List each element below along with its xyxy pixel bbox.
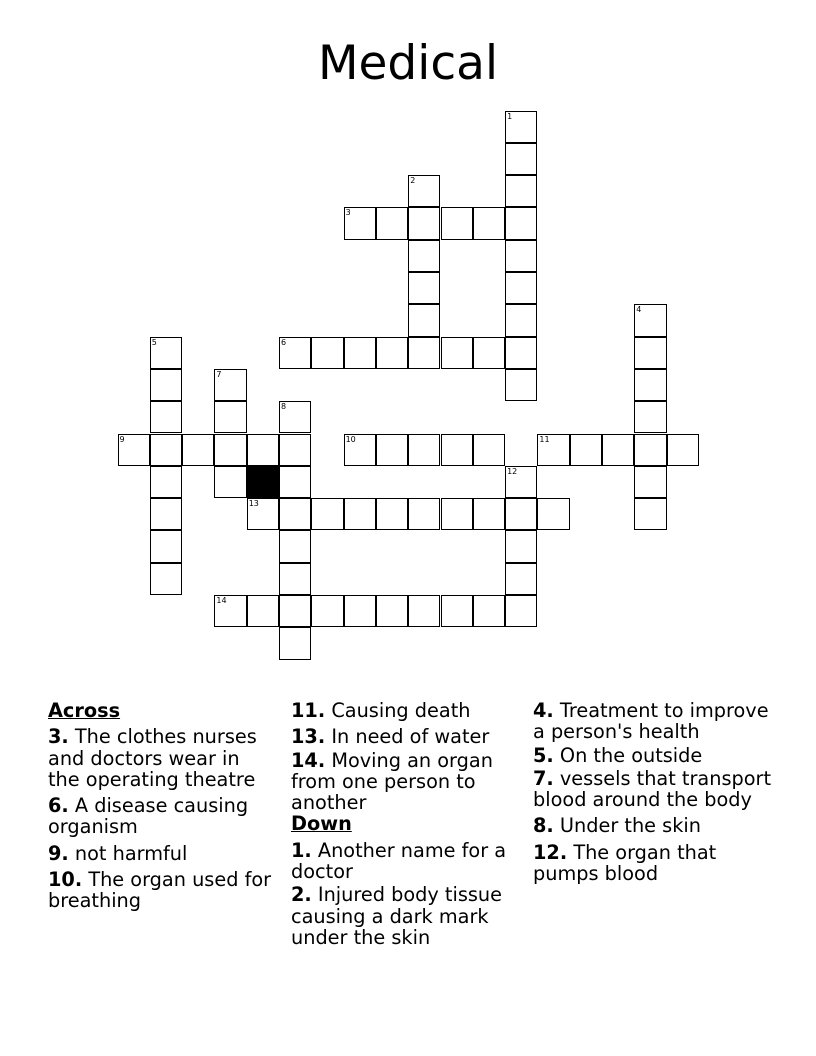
clue-down-4: 4. Treatment to improve a person's health [533,699,769,744]
grid-cell[interactable] [279,627,311,659]
clue-number: 12 [507,466,518,476]
clue-number: 9 [119,434,125,444]
grid-cell[interactable] [408,337,440,369]
grid-cell[interactable] [376,337,408,369]
grid-cell[interactable] [505,111,537,143]
grid-cell[interactable] [408,175,440,207]
clue-column-2 [291,700,513,948]
clue-across-9: 9. not harmful [48,841,188,865]
grid-cell[interactable] [279,595,311,627]
grid-cell[interactable] [344,595,376,627]
grid-cell[interactable] [408,434,440,466]
grid-cell[interactable] [182,434,214,466]
grid-cell[interactable] [441,337,473,369]
grid-cell[interactable] [118,434,150,466]
grid-cell[interactable] [634,466,666,498]
grid-cell[interactable] [376,498,408,530]
clue-across-14: 14. Moving an organ from one person to another [291,748,493,815]
grid-cell[interactable] [634,337,666,369]
clue-down-7: 7. vessels that transport blood around the body [533,766,772,812]
grid-cell[interactable] [150,498,182,530]
grid-cell[interactable] [634,498,666,530]
grid-cell[interactable] [279,466,311,498]
clue-number: 1 [507,111,513,121]
grid-cell[interactable] [150,337,182,369]
grid-cell[interactable] [505,595,537,627]
clue-down-12: 12. The organ that pumps blood [533,840,717,886]
clue-across-13: 13. In need of water [291,725,490,749]
grid-cell[interactable] [408,272,440,304]
grid-cell[interactable] [311,498,343,530]
grid-cell[interactable] [311,595,343,627]
grid-cell[interactable] [634,434,666,466]
grid-cell[interactable] [441,595,473,627]
grid-cell[interactable] [279,434,311,466]
grid-cell[interactable] [150,466,182,498]
grid-cell[interactable] [150,530,182,562]
grid-cell[interactable] [376,207,408,239]
grid-cell[interactable] [279,401,311,433]
clue-column-1 [48,700,273,912]
clue-number: 14 [216,596,227,605]
grid-cell[interactable] [376,595,408,627]
grid-cell[interactable] [505,337,537,369]
grid-cell[interactable] [667,434,699,466]
grid-cell[interactable] [150,401,182,433]
grid-cell[interactable] [279,337,311,369]
grid-cell[interactable] [537,498,569,530]
grid-cell[interactable] [473,207,505,239]
grid-cell[interactable] [408,595,440,627]
clue-number: 5 [151,337,157,347]
grid-cell[interactable] [441,498,473,530]
grid-cell[interactable] [376,434,408,466]
grid-cell[interactable] [505,466,537,498]
puzzle-title: Medical [317,36,499,91]
grid-cell[interactable] [247,595,279,627]
clue-list [0,700,816,1000]
clue-number: 13 [248,499,259,509]
grid-cell[interactable] [505,240,537,272]
grid-cell[interactable] [279,563,311,595]
grid-cell[interactable] [344,337,376,369]
grid-cell[interactable] [634,304,666,336]
grid-cell[interactable] [344,207,376,239]
down-header: Down [291,812,352,836]
clue-across-10: 10. The organ used for breathing [48,868,272,913]
grid-cell[interactable] [570,434,602,466]
clue-across-3: 3. The clothes nurses and doctors wear in the operating theatre [48,725,257,791]
grid-cell[interactable] [214,401,246,433]
grid-cell[interactable] [505,498,537,530]
clue-across-6: 6. A disease causing organism [48,794,249,839]
clue-number: 11 [539,434,550,444]
grid-cell[interactable] [473,434,505,466]
grid-cell[interactable] [279,498,311,530]
grid-cell[interactable] [214,466,246,498]
grid-cell[interactable] [634,369,666,401]
grid-cell[interactable] [214,434,246,466]
grid-cell[interactable] [311,337,343,369]
grid-cell[interactable] [473,498,505,530]
grid-cell[interactable] [505,272,537,304]
grid-cell[interactable] [150,369,182,401]
grid-cell[interactable] [247,434,279,466]
clue-down-8: 8. Under the skin [533,814,701,838]
grid-cell[interactable] [505,207,537,239]
grid-cell[interactable] [247,498,279,530]
grid-cell[interactable] [441,434,473,466]
clue-column-3 [533,700,773,884]
grid-cell[interactable] [505,143,537,175]
black-cell [247,466,279,498]
grid-cell[interactable] [473,595,505,627]
grid-cell[interactable] [150,563,182,595]
across-header: Across [48,699,121,722]
grid-cell[interactable] [408,498,440,530]
grid-cell[interactable] [537,434,569,466]
grid-cell[interactable] [602,434,634,466]
grid-cell[interactable] [408,207,440,239]
grid-cell[interactable] [344,498,376,530]
clue-down-2: 2. Injured body tissue causing a dark mark under the skin [291,883,503,949]
clue-number: 8 [281,402,287,412]
grid-cell[interactable] [634,401,666,433]
clue-down-1: 1. Another name for a doctor [291,838,507,884]
grid-cell[interactable] [408,304,440,336]
grid-cell[interactable] [473,337,505,369]
grid-cell[interactable] [408,240,440,272]
clue-across-11: 11. Causing death [291,699,471,722]
clue-down-5: 5. On the outside [533,743,703,767]
clue-number: 7 [216,369,222,379]
grid-cell[interactable] [214,595,246,627]
grid-cell[interactable] [505,563,537,595]
grid-cell[interactable] [505,369,537,401]
grid-cell[interactable] [214,369,246,401]
clue-number: 2 [410,176,416,186]
grid-cell[interactable] [505,304,537,336]
clue-number: 10 [345,434,356,444]
grid-cell[interactable] [150,434,182,466]
grid-cell[interactable] [279,530,311,562]
clue-number: 6 [281,337,287,347]
grid-cell[interactable] [344,434,376,466]
grid-cell[interactable] [441,207,473,239]
grid-cell[interactable] [505,530,537,562]
clue-number: 3 [345,208,351,218]
clue-number: 4 [636,305,642,315]
grid-cell[interactable] [505,175,537,207]
